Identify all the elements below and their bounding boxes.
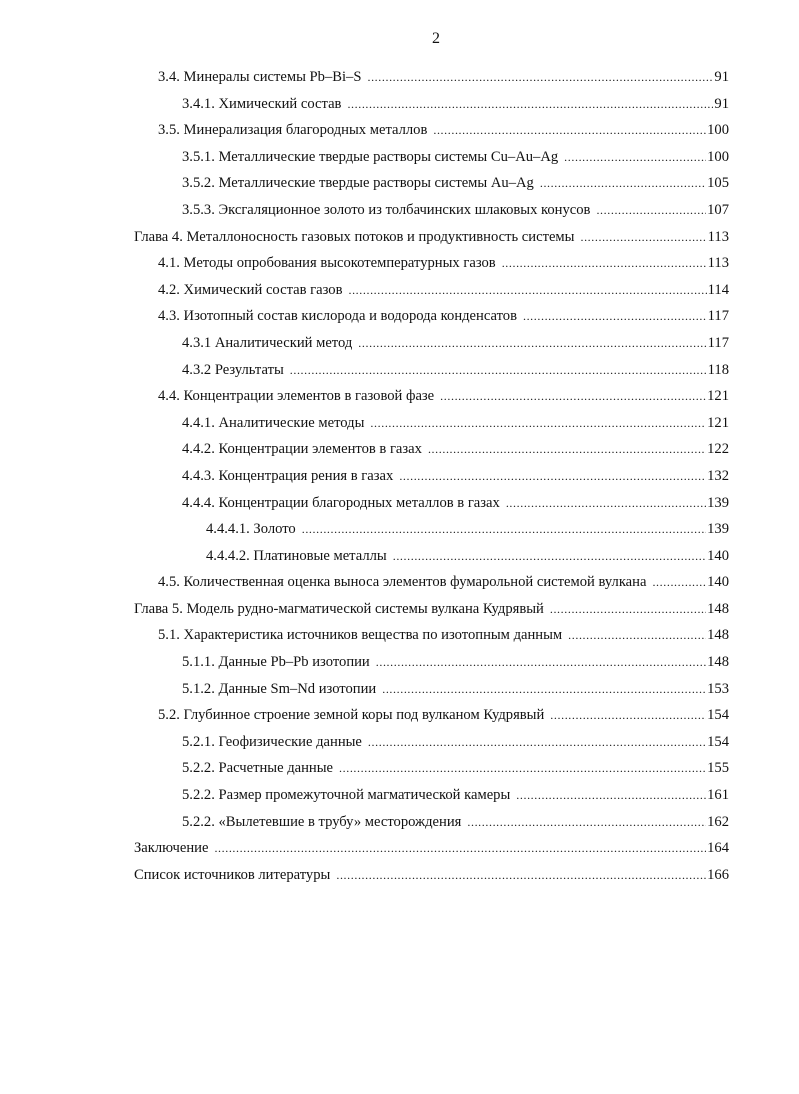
toc-entry[interactable] xyxy=(134,250,729,277)
toc-entry[interactable] xyxy=(134,91,729,118)
toc-entry[interactable] xyxy=(134,809,729,836)
toc-entry-title: 4.4.3. Концентрация рения в газах xyxy=(182,467,394,484)
toc-entry-title: 4.2. Химический состав газов xyxy=(158,281,343,298)
toc-entry[interactable] xyxy=(134,117,729,144)
toc-entry-title: 4.1. Методы опробования высокотемпературных газов xyxy=(158,255,496,272)
toc-entry-page: 122 xyxy=(707,441,729,458)
toc-dot-leader xyxy=(516,782,706,809)
toc-entry-page: 114 xyxy=(707,281,729,298)
toc-entry[interactable] xyxy=(134,303,729,330)
toc-entry-title: 5.1. Характеристика источников вещества по изотопным данным xyxy=(158,627,563,644)
toc-dot-leader xyxy=(467,809,706,836)
toc-entry-page: 132 xyxy=(707,467,729,484)
toc-entry-title: 5.2.2. Расчетные данные xyxy=(182,760,334,777)
toc-dot-leader xyxy=(358,330,706,357)
toc-dot-leader xyxy=(302,516,706,543)
toc-entry[interactable] xyxy=(134,170,729,197)
toc-dot-leader xyxy=(376,649,706,676)
toc-entry[interactable] xyxy=(134,436,729,463)
toc-entry-page: 117 xyxy=(707,334,729,351)
toc-dot-leader xyxy=(428,436,706,463)
toc-entry-page: 121 xyxy=(707,388,729,405)
toc-entry-title: 4.3.1 Аналитический метод xyxy=(182,334,353,351)
toc-entry-title: 3.4.1. Химический состав xyxy=(182,95,342,112)
toc-entry-page: 139 xyxy=(707,494,729,511)
toc-dot-leader xyxy=(440,383,706,410)
toc-entry-title: 5.2.1. Геофизические данные xyxy=(182,733,362,750)
toc-entry-title: 4.4.1. Аналитические методы xyxy=(182,414,365,431)
toc-dot-leader xyxy=(339,755,706,782)
toc-entry[interactable] xyxy=(134,144,729,171)
toc-dot-leader xyxy=(214,835,706,862)
toc-entry-page: 118 xyxy=(707,361,729,378)
toc-entry-title: 4.4.2. Концентрации элементов в газах xyxy=(182,441,422,458)
toc-entry-page: 153 xyxy=(707,680,729,697)
toc-entry[interactable] xyxy=(134,383,729,410)
toc-entry-page: 154 xyxy=(707,707,729,724)
toc-dot-leader xyxy=(399,463,706,490)
toc-entry-title: 4.4.4. Концентрации благородных металлов в газах xyxy=(182,494,500,511)
toc-entry-title: 3.4. Минералы системы Pb–Bi–S xyxy=(158,69,362,85)
toc-entry[interactable] xyxy=(134,516,729,543)
toc-entry[interactable] xyxy=(134,862,729,889)
toc-entry-title: 4.4.4.2. Платиновые металлы xyxy=(206,547,387,564)
toc-entry[interactable] xyxy=(134,64,729,91)
toc-entry-page: 140 xyxy=(707,547,729,564)
toc-dot-leader xyxy=(382,676,706,703)
toc-dot-leader xyxy=(348,277,706,304)
toc-dot-leader xyxy=(347,91,713,118)
toc-entry[interactable] xyxy=(134,463,729,490)
toc-entry[interactable] xyxy=(134,543,729,570)
toc-dot-leader xyxy=(367,64,713,91)
toc-entry-title: 3.5.3. Эксгаляционное золото из толбачинских шлаковых конусов xyxy=(182,201,591,218)
toc-entry-title: 4.3. Изотопный состав кислорода и водорода конденсатов xyxy=(158,308,517,325)
toc-dot-leader xyxy=(580,224,706,251)
toc-entry-page: 148 xyxy=(707,600,729,617)
table-of-contents xyxy=(134,64,729,888)
toc-entry-page: 166 xyxy=(707,866,729,883)
toc-entry-page: 161 xyxy=(707,787,729,804)
toc-entry-title: 5.2.2. «Вылетевшие в трубу» месторождения xyxy=(182,813,462,830)
toc-entry-title: 4.4.4.1. Золото xyxy=(206,521,296,538)
toc-entry-title: 4.3.2 Результаты xyxy=(182,361,284,378)
toc-entry-title: 5.2.2. Размер промежуточной магматической камеры xyxy=(182,787,511,804)
toc-entry-page: 148 xyxy=(707,627,729,644)
toc-entry-title: 4.4. Концентрации элементов в газовой фазе xyxy=(158,388,435,405)
toc-dot-leader xyxy=(506,490,706,517)
toc-entry[interactable] xyxy=(134,490,729,517)
toc-entry[interactable] xyxy=(134,649,729,676)
toc-entry-page: 100 xyxy=(707,148,729,165)
toc-entry-title: 3.5.1. Металлические твердые растворы системы Cu–Au–Ag xyxy=(182,148,559,165)
toc-entry[interactable] xyxy=(134,755,729,782)
toc-entry-title: Список источников литературы xyxy=(134,866,331,883)
toc-dot-leader xyxy=(368,729,706,756)
toc-dot-leader xyxy=(568,622,706,649)
toc-entry-title: Глава 4. Металлоносность газовых потоков и продуктивность системы xyxy=(134,228,575,245)
toc-entry[interactable] xyxy=(134,596,729,623)
toc-entry-page: 117 xyxy=(707,308,729,325)
toc-entry-title: 4.5. Количественная оценка выноса элементов фумарольной системой вулкана xyxy=(158,574,647,591)
toc-entry-title: 5.1.2. Данные Sm–Nd изотопии xyxy=(182,680,377,697)
toc-dot-leader xyxy=(596,197,706,224)
toc-entry-page: 100 xyxy=(707,122,729,139)
toc-entry-page: 91 xyxy=(714,95,729,112)
toc-entry[interactable] xyxy=(134,729,729,756)
toc-entry-title: 5.1.1. Данные Pb–Pb изотопии xyxy=(182,654,370,671)
toc-entry[interactable] xyxy=(134,782,729,809)
toc-entry-page: 105 xyxy=(707,175,729,192)
toc-dot-leader xyxy=(393,543,706,570)
toc-entry-page: 113 xyxy=(707,228,729,245)
toc-entry[interactable] xyxy=(134,410,729,437)
toc-entry-title: Заключение xyxy=(134,840,209,857)
toc-dot-leader xyxy=(433,117,706,144)
toc-dot-leader xyxy=(652,569,706,596)
toc-dot-leader xyxy=(290,357,707,384)
toc-entry[interactable] xyxy=(134,622,729,649)
toc-entry-page: 107 xyxy=(707,201,729,218)
toc-entry[interactable] xyxy=(134,357,729,384)
toc-dot-leader xyxy=(564,144,706,171)
toc-entry[interactable] xyxy=(134,330,729,357)
toc-dot-leader xyxy=(550,596,706,623)
toc-entry-title: 5.2. Глубинное строение земной коры под вулканом Кудрявый xyxy=(158,707,545,724)
toc-entry-title: 3.5. Минерализация благородных металлов xyxy=(158,122,428,139)
toc-entry[interactable] xyxy=(134,197,729,224)
toc-entry-page: 121 xyxy=(707,414,729,431)
toc-entry-page: 140 xyxy=(707,574,729,591)
toc-entry[interactable] xyxy=(134,702,729,729)
toc-entry-page: 113 xyxy=(707,255,729,272)
toc-dot-leader xyxy=(502,250,707,277)
toc-dot-leader xyxy=(540,170,706,197)
toc-entry-page: 155 xyxy=(707,760,729,777)
toc-entry[interactable] xyxy=(134,835,729,862)
toc-entry[interactable] xyxy=(134,569,729,596)
toc-entry-page: 91 xyxy=(714,69,729,85)
toc-entry-page: 154 xyxy=(707,733,729,750)
toc-dot-leader xyxy=(523,303,707,330)
toc-dot-leader xyxy=(370,410,706,437)
toc-entry-title: Глава 5. Модель рудно-магматической системы вулкана Кудрявый xyxy=(134,600,544,617)
toc-entry[interactable] xyxy=(134,676,729,703)
page-number: 2 xyxy=(432,30,440,47)
toc-entry-page: 148 xyxy=(707,654,729,671)
toc-entry[interactable] xyxy=(134,277,729,304)
toc-entry-page: 139 xyxy=(707,521,729,538)
toc-entry-page: 162 xyxy=(707,813,729,830)
toc-dot-leader xyxy=(336,862,706,889)
toc-dot-leader xyxy=(550,702,706,729)
toc-entry[interactable] xyxy=(134,224,729,251)
toc-entry-page: 164 xyxy=(707,840,729,857)
toc-entry-title: 3.5.2. Металлические твердые растворы системы Au–Ag xyxy=(182,175,534,192)
